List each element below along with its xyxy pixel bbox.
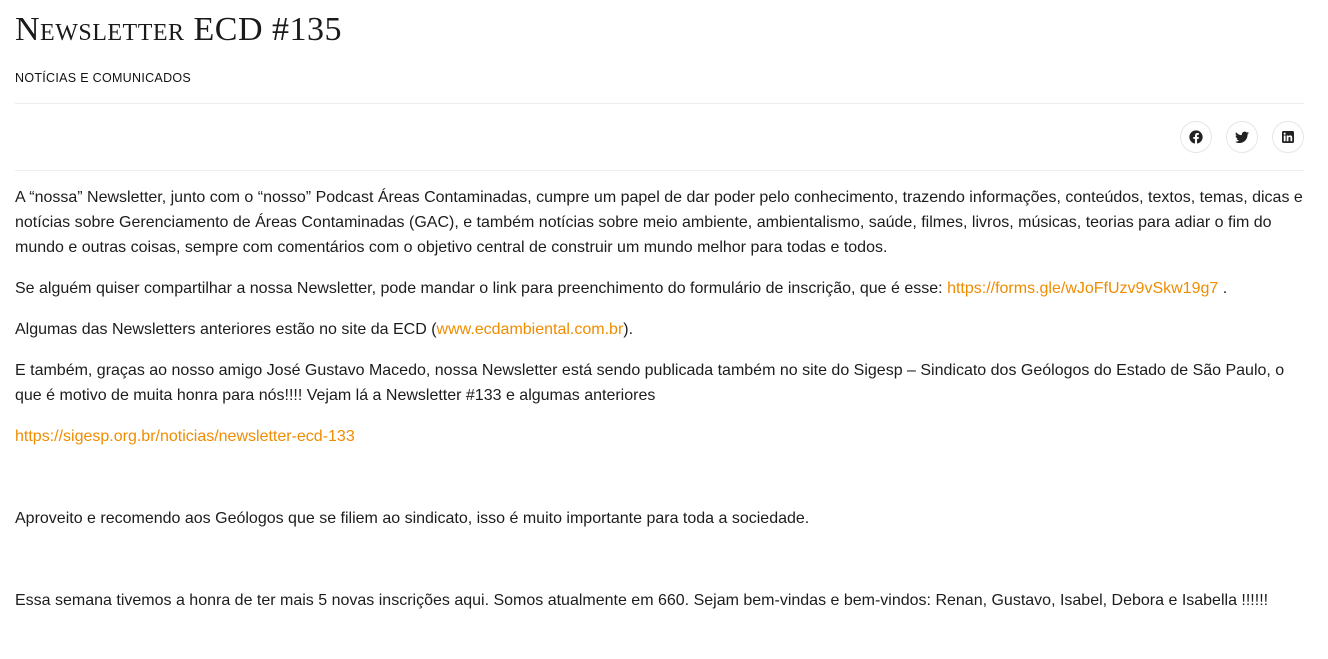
paragraph-intro: A “nossa” Newsletter, junto com o “nosso” Podcast Áreas Contaminadas, cumpre um papel de dar poder pelo conhecimento, trazendo informações, conteúdos, textos, temas, dicas e notícias sobre Gerenciamento de Áreas Contaminadas (GAC), e também notícias sobre meio ambiente, ambientalismo, saúde, filmes, livros, músicas, teorias para adiar o fim do mundo e outras coisas, sempre com comentários com o objetivo central de construir um mundo melhor para todas e todos. bbox=[15, 189, 1303, 256]
paragraph-new-subscribers: Essa semana tivemos a honra de ter mais 5 novas inscrições aqui. Somos atualmente em 660. Sejam bem-vindas e bem-vindos: Renan, Gustavo, Isabel, Debora e Isabella !!!!!! bbox=[15, 592, 1269, 609]
paragraph-sigesp-link bbox=[15, 424, 1304, 449]
share-linkedin-button[interactable] bbox=[1272, 121, 1304, 153]
ecd-site-link[interactable]: www.ecdambiental.com.br bbox=[436, 321, 624, 338]
spacer bbox=[15, 465, 1304, 506]
paragraph-share-form: Se alguém quiser compartilhar a nossa Newsletter, pode mandar o link para preenchimento do formulário de inscrição, que é esse: https://forms.gle/wJoFfUzv9vSkw19g7 . bbox=[15, 280, 1228, 297]
category-link[interactable]: NOTÍCIAS E COMUNICADOS bbox=[15, 71, 192, 85]
share-twitter-button[interactable] bbox=[1226, 121, 1258, 153]
share-bar bbox=[15, 104, 1304, 170]
paragraph-previous-newsletters: Algumas das Newsletters anteriores estão no site da ECD (www.ecdambiental.com.br). bbox=[15, 321, 634, 338]
form-link[interactable]: https://forms.gle/wJoFfUzv9vSkw19g7 bbox=[947, 280, 1219, 297]
facebook-icon bbox=[1188, 129, 1204, 145]
linkedin-icon bbox=[1280, 129, 1296, 145]
post-category bbox=[15, 70, 1304, 86]
paragraph-sigesp: E também, graças ao nosso amigo José Gustavo Macedo, nossa Newsletter está sendo publicada também no site do Sigesp – Sindicato dos Geólogos do Estado de São Paulo, o que é motivo de muita honra para nós!!!! Vejam lá a Newsletter #133 e algumas anteriores bbox=[15, 362, 1285, 404]
page-title: Newsletter ECD #135 bbox=[15, 11, 343, 48]
post-content bbox=[15, 171, 1304, 613]
share-facebook-button[interactable] bbox=[1180, 121, 1212, 153]
sigesp-link[interactable]: https://sigesp.org.br/noticias/newsletter-ecd-133 bbox=[15, 428, 355, 445]
paragraph-recommend: Aproveito e recomendo aos Geólogos que se filiem ao sindicato, isso é muito importante para toda a sociedade. bbox=[15, 510, 810, 527]
twitter-icon bbox=[1234, 129, 1250, 145]
spacer bbox=[15, 547, 1304, 588]
